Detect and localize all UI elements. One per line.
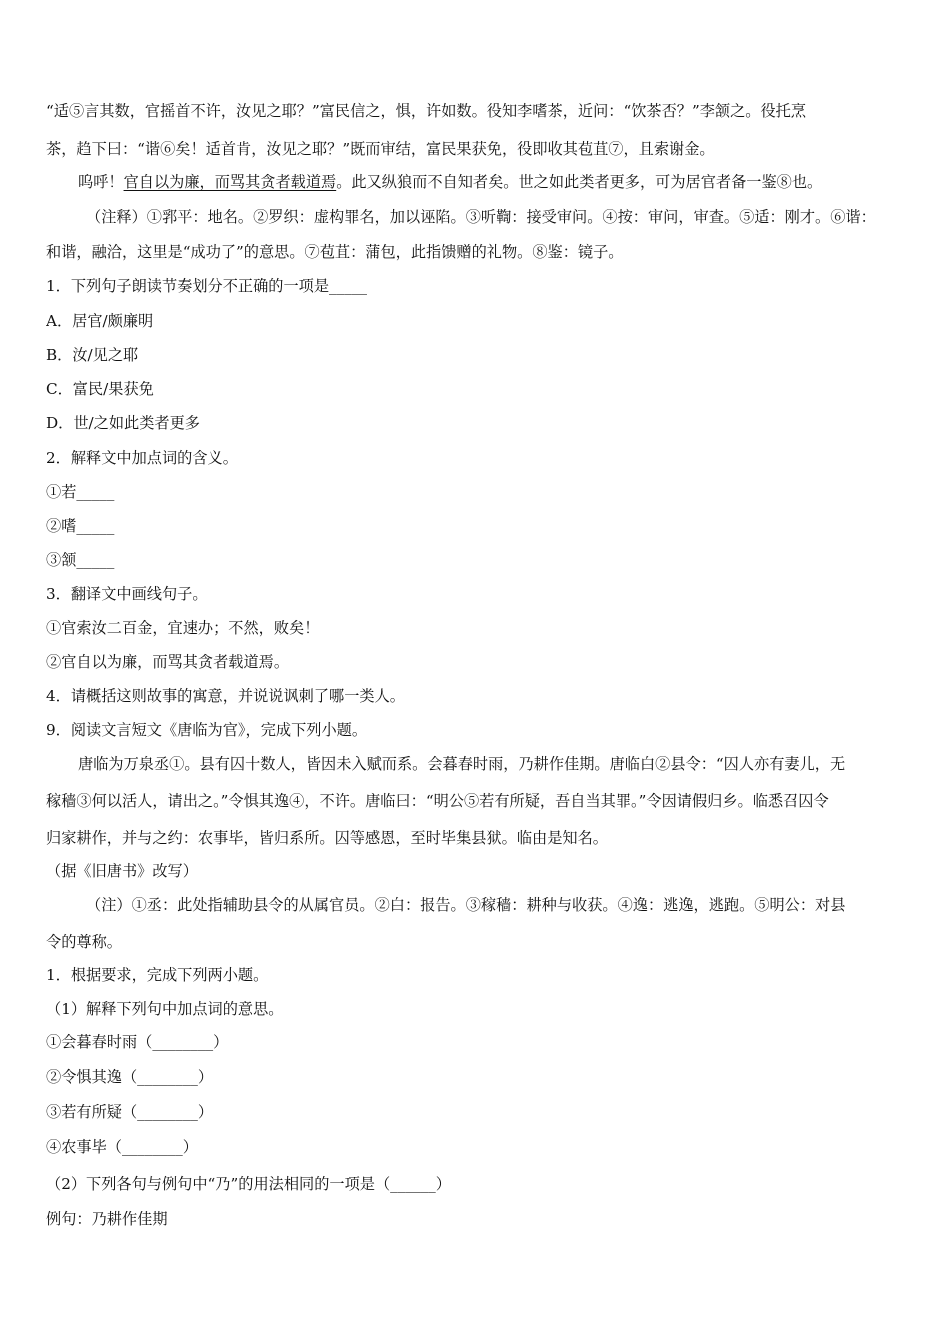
question-3-item-2: ②官自以为廉，而骂其贪者载道焉。 (46, 653, 289, 671)
section-9-notes-line2: 令的尊称。 (46, 933, 122, 951)
option-d: D．世/之如此类者更多 (46, 414, 200, 432)
passage1-line3-pre: 呜呼！ (78, 173, 124, 191)
passage1-line2: 茶，趋下曰：“谐⑥矣！适首肯，汝见之耶？”既而审结，富民果获免，役即收其苞苴⑦，且索谢金。 (46, 140, 715, 158)
question-2-item-3: ③颔_____ (46, 551, 115, 569)
section-9-source: （据《旧唐书》改写） (46, 862, 198, 880)
question-2: 2．解释文中加点词的含义。 (46, 449, 238, 467)
example-sentence: 例句：乃耕作佳期 (46, 1210, 168, 1228)
option-a: A．居官/颇廉明 (46, 312, 154, 330)
passage1-line3 (78, 172, 906, 192)
passage1-line3-post: 。此又纵狼而不自知者矣。世之如此类者更多，可为居官者备一鉴⑧也。 (336, 173, 823, 191)
word-item-1: ①会暮春时雨（________） (46, 1033, 229, 1051)
section-9-question-1-part-1: （1）解释下列句中加点词的意思。 (46, 1000, 284, 1018)
question-2-item-1: ①若_____ (46, 483, 115, 501)
option-b: B．汝/见之耶 (46, 346, 139, 364)
question-4: 4．请概括这则故事的寓意，并说说讽刺了哪一类人。 (46, 687, 405, 705)
question-1: 1．下列句子朗读节奏划分不正确的一项是_____ (46, 277, 368, 295)
section-9-question-1-part-2: （2）下列各句与例句中“乃”的用法相同的一项是（______） (46, 1175, 451, 1193)
underlined-sentence: 官自以为廉，而骂其贪者载道焉 (123, 173, 337, 191)
section-9-notes-line1: （注）①丞：此处指辅助县令的从属官员。②白：报告。③稼穑：耕种与收获。④逸：逃逸，逃跑。⑤明公：对县 (86, 896, 846, 914)
question-3-item-1: ①官索汝二百金，宜速办；不然，败矣！ (46, 619, 320, 637)
word-item-4: ④农事毕（________） (46, 1138, 198, 1156)
section-9-question-1: 1．根据要求，完成下列两小题。 (46, 966, 269, 984)
passage1-notes-line1: （注释）①郛平：地名。②罗织：虚构罪名，加以诬陷。③听鞫：接受审问。④按：审问，审查。⑤适：刚才。⑥谐： (86, 208, 876, 226)
section-9-passage-line2: 稼穑③何以活人，请出之。”令惧其逸④，不许。唐临曰：“明公⑤若有所疑，吾自当其罪。”令因请假归乡。临悉召囚令 (46, 792, 829, 810)
section-9-passage-line3: 归家耕作，并与之约：农事毕，皆归系所。囚等感恩，至时毕集县狱。临由是知名。 (46, 829, 608, 847)
question-3: 3．翻译文中画线句子。 (46, 585, 208, 603)
passage1-line1: “适⑤言其数，官摇首不许，汝见之耶？”富民信之，惧，许如数。役知李嗜茶，近问：“饮茶否？”李颔之。役托烹 (46, 102, 807, 120)
option-c: C．富民/果获免 (46, 380, 154, 398)
question-2-item-2: ②嗜_____ (46, 517, 115, 535)
word-item-3: ③若有所疑（________） (46, 1103, 214, 1121)
word-item-2: ②令惧其逸（________） (46, 1068, 214, 1086)
section-9-title: 9．阅读文言短文《唐临为官》，完成下列小题。 (46, 721, 368, 739)
passage1-notes-line2: 和谐，融洽，这里是“成功了”的意思。⑦苞苴：蒲包，此指馈赠的礼物。⑧鉴：镜子。 (46, 243, 624, 261)
section-9-passage-line1: 唐临为万泉丞①。县有囚十数人，皆因未入赋而系。会暮春时雨，乃耕作佳期。唐临白②县令：“囚人亦有妻儿，无 (78, 755, 846, 773)
